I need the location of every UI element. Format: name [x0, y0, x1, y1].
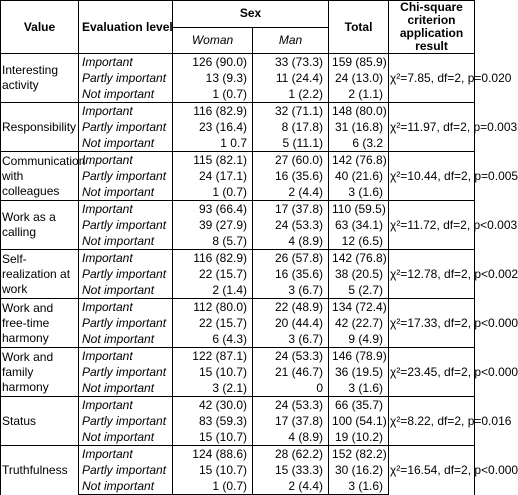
value-label: Work as a calling: [1, 201, 79, 250]
total-cell: 40 (21.6): [329, 168, 389, 184]
evaluation-level-cell: Important: [79, 54, 173, 71]
total-cell: 9 (4.9): [329, 331, 389, 348]
total-cell: 142 (76.8): [329, 152, 389, 169]
table-row: [1, 397, 475, 414]
woman-cell: 15 (10.7): [173, 364, 253, 380]
man-cell: 24 (53.3): [253, 397, 329, 414]
header-man: Man: [253, 27, 329, 54]
total-cell: 30 (16.2): [329, 462, 389, 478]
woman-cell: 6 (4.3): [173, 331, 253, 348]
man-cell: 20 (44.4): [253, 315, 329, 331]
total-cell: 110 (59.5): [329, 201, 389, 218]
man-cell: 4 (8.9): [253, 233, 329, 250]
total-cell: 152 (82.2): [329, 446, 389, 463]
table-row: [1, 103, 475, 120]
man-cell: 22 (48.9): [253, 299, 329, 316]
table-row: [1, 299, 475, 316]
total-cell: 63 (34.1): [329, 217, 389, 233]
man-cell: 17 (37.8): [253, 201, 329, 218]
table-row: [1, 250, 475, 267]
header-value: Value: [1, 1, 79, 54]
man-cell: 4 (8.9): [253, 429, 329, 446]
woman-cell: 22 (15.7): [173, 266, 253, 282]
evaluation-level-cell: Partly important: [79, 462, 173, 478]
chi-square-result: χ²=16.54, df=2, p<0.000: [389, 446, 475, 495]
man-cell: 16 (35.6): [253, 266, 329, 282]
woman-cell: 93 (66.4): [173, 201, 253, 218]
header-total: Total: [329, 1, 389, 54]
woman-cell: 83 (59.3): [173, 413, 253, 429]
total-cell: 36 (19.5): [329, 364, 389, 380]
man-cell: 32 (71.1): [253, 103, 329, 120]
evaluation-level-cell: Not important: [79, 380, 173, 397]
woman-cell: 8 (5.7): [173, 233, 253, 250]
chi-square-result: χ²=11.72, df=2, p<0.003: [389, 201, 475, 250]
table-row: [1, 201, 475, 218]
man-cell: 3 (6.7): [253, 282, 329, 299]
man-cell: 11 (24.4): [253, 70, 329, 86]
total-cell: 66 (35.7): [329, 397, 389, 414]
chi-square-result: χ²=11.97, df=2, p=0.003: [389, 103, 475, 152]
man-cell: 3 (6.7): [253, 331, 329, 348]
woman-cell: 2 (1.4): [173, 282, 253, 299]
evaluation-level-cell: Not important: [79, 184, 173, 201]
total-cell: 134 (72.4): [329, 299, 389, 316]
man-cell: 24 (53.3): [253, 217, 329, 233]
woman-cell: 24 (17.1): [173, 168, 253, 184]
evaluation-level-cell: Not important: [79, 478, 173, 495]
total-cell: 2 (1.1): [329, 86, 389, 103]
chi-square-result: χ²=12.78, df=2, p<0.002: [389, 250, 475, 299]
man-cell: 15 (33.3): [253, 462, 329, 478]
man-cell: 33 (73.3): [253, 54, 329, 71]
man-cell: 5 (11.1): [253, 135, 329, 152]
table-header: [1, 1, 475, 54]
woman-cell: 15 (10.7): [173, 429, 253, 446]
total-cell: 6 (3.2: [329, 135, 389, 152]
man-cell: 1 (2.2): [253, 86, 329, 103]
woman-cell: 39 (27.9): [173, 217, 253, 233]
woman-cell: 115 (82.1): [173, 152, 253, 169]
evaluation-level-cell: Not important: [79, 233, 173, 250]
evaluation-level-cell: Not important: [79, 86, 173, 103]
value-label: Work and free-time harmony: [1, 299, 79, 348]
evaluation-level-cell: Not important: [79, 135, 173, 152]
man-cell: 28 (62.2): [253, 446, 329, 463]
total-cell: 42 (22.7): [329, 315, 389, 331]
total-cell: 3 (1.6): [329, 478, 389, 495]
evaluation-level-cell: Partly important: [79, 266, 173, 282]
chi-square-result: χ²=17.33, df=2, p<0.000: [389, 299, 475, 348]
evaluation-level-cell: Partly important: [79, 315, 173, 331]
total-cell: 12 (6.5): [329, 233, 389, 250]
evaluation-level-cell: Important: [79, 397, 173, 414]
man-cell: 26 (57.8): [253, 250, 329, 267]
total-cell: 24 (13.0): [329, 70, 389, 86]
header-sex: Sex: [173, 1, 329, 28]
evaluation-level-cell: Not important: [79, 282, 173, 299]
table-row: [1, 348, 475, 365]
man-cell: 24 (53.3): [253, 348, 329, 365]
woman-cell: 22 (15.7): [173, 315, 253, 331]
value-label: Interesting activity: [1, 54, 79, 103]
table-row: [1, 446, 475, 463]
total-cell: 19 (10.2): [329, 429, 389, 446]
man-cell: 17 (37.8): [253, 413, 329, 429]
man-cell: 21 (46.7): [253, 364, 329, 380]
chi-square-result: χ²=10.44, df=2, p=0.005: [389, 152, 475, 201]
chi-square-result: χ²=8.22, df=2, p=0.016: [389, 397, 475, 446]
woman-cell: 116 (82.9): [173, 250, 253, 267]
table-body: [1, 54, 518, 495]
table-row: [1, 152, 475, 169]
header-chi-square: Chi-square criterion application result: [389, 1, 475, 54]
woman-cell: 23 (16.4): [173, 119, 253, 135]
total-cell: 159 (85.9): [329, 54, 389, 71]
total-cell: 3 (1.6): [329, 184, 389, 201]
value-label: Truthfulness: [1, 446, 79, 495]
man-cell: 0: [253, 380, 329, 397]
evaluation-level-cell: Partly important: [79, 119, 173, 135]
woman-cell: 1 0.7: [173, 135, 253, 152]
total-cell: 100 (54.1): [329, 413, 389, 429]
chi-square-result: χ²=23.45, df=2, p<0.000: [389, 348, 475, 397]
woman-cell: 1 (0.7): [173, 86, 253, 103]
man-cell: 2 (4.4): [253, 184, 329, 201]
total-cell: 148 (80.0): [329, 103, 389, 120]
table-row: [1, 54, 475, 71]
value-label: Work and family harmony: [1, 348, 79, 397]
woman-cell: 124 (88.6): [173, 446, 253, 463]
man-cell: 27 (60.0): [253, 152, 329, 169]
woman-cell: 13 (9.3): [173, 70, 253, 86]
value-label: Self-realization at work: [1, 250, 79, 299]
total-cell: 3 (1.6): [329, 380, 389, 397]
evaluation-level-cell: Important: [79, 103, 173, 120]
man-cell: 16 (35.6): [253, 168, 329, 184]
header-evaluation-level: Evaluation level: [79, 1, 173, 54]
man-cell: 2 (4.4): [253, 478, 329, 495]
evaluation-level-cell: Not important: [79, 429, 173, 446]
total-cell: 38 (20.5): [329, 266, 389, 282]
header-woman: Woman: [173, 27, 253, 54]
value-label: Status: [1, 397, 79, 446]
evaluation-level-cell: Partly important: [79, 168, 173, 184]
woman-cell: 126 (90.0): [173, 54, 253, 71]
woman-cell: 3 (2.1): [173, 380, 253, 397]
value-label: Responsibility: [1, 103, 79, 152]
evaluation-level-cell: Important: [79, 446, 173, 463]
evaluation-level-cell: Partly important: [79, 70, 173, 86]
woman-cell: 112 (80.0): [173, 299, 253, 316]
woman-cell: 15 (10.7): [173, 462, 253, 478]
evaluation-level-cell: Partly important: [79, 413, 173, 429]
evaluation-level-cell: Important: [79, 250, 173, 267]
evaluation-level-cell: Not important: [79, 331, 173, 348]
total-cell: 142 (76.8): [329, 250, 389, 267]
woman-cell: 42 (30.0): [173, 397, 253, 414]
woman-cell: 1 (0.7): [173, 478, 253, 495]
man-cell: 8 (17.8): [253, 119, 329, 135]
woman-cell: 116 (82.9): [173, 103, 253, 120]
total-cell: 5 (2.7): [329, 282, 389, 299]
evaluation-level-cell: Important: [79, 299, 173, 316]
total-cell: 31 (16.8): [329, 119, 389, 135]
evaluation-level-cell: Important: [79, 348, 173, 365]
evaluation-level-cell: Important: [79, 152, 173, 169]
evaluation-level-cell: Partly important: [79, 364, 173, 380]
total-cell: 146 (78.9): [329, 348, 389, 365]
woman-cell: 1 (0.7): [173, 184, 253, 201]
value-label: Communication with colleagues: [1, 152, 79, 201]
chi-square-result: χ²=7.85, df=2, p=0.020: [389, 54, 475, 103]
woman-cell: 122 (87.1): [173, 348, 253, 365]
evaluation-level-cell: Partly important: [79, 217, 173, 233]
evaluation-level-cell: Important: [79, 201, 173, 218]
